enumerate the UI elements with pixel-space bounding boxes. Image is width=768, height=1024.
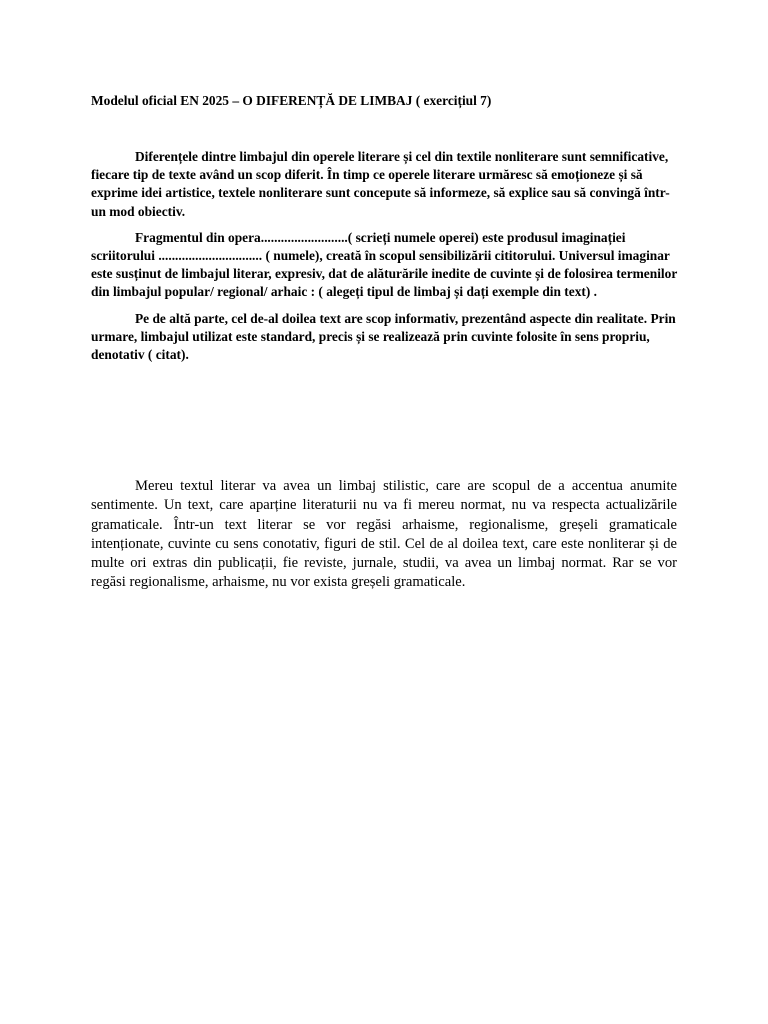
bold-paragraph-3: Pe de altă parte, cel de-al doilea text are scop informativ, prezentând aspecte din realitate. Prin urmare, limbajul utilizat este standard, precis și se realizează prin cuvinte folosite în sens propriu, denotativ ( citat). [91,310,676,363]
model-answer-block [91,148,681,372]
bold-paragraph-2: Fragmentul din opera..........................( scrieți numele operei) este produsul imaginației scriitorului ............................... ( numele), creată în scopul sensibilizării cititorului. Universul imaginar este susținut de limbajul literar, expresiv, dat de alăturările inedite de cuvinte și de folosirea termenilor din limbajul popular/ regional/ arhaic : ( alegeți tipul de limbaj și dați exemple din text) . [91,229,678,300]
normal-paragraph: Mereu textul literar va avea un limbaj stilistic, care are scopul de a accentua anumite sentimente. Un text, care aparține literaturii nu va fi mereu normat, nu va respecta actualizările gramaticale. Într-un text literar se vor regăsi arhaisme, regionalisme, greșeli gramaticale intenționate, cuvinte cu sens conotativ, figuri de stil. Cel de al doilea text, care este nonliterar și de multe ori extras din publicații, fie reviste, jurnale, studii, va avea un limbaj normat. Rar se vor regăsi regionalisme, arhaisme, nu vor exista greșeli gramaticale. [91,478,677,591]
bold-paragraph-1: Diferențele dintre limbajul din operele literare și cel din textile nonliterare sunt semnificative, fiecare tip de texte având un scop diferit. În timp ce operele literare urmăresc să emoționeze și să exprime idei artistice, textele nonliterare sunt concepute să informeze, să explice sau să convingă într-un mod obiectiv. [91,149,670,219]
document-title: Modelul oficial EN 2025 – O DIFERENȚĂ DE LIMBAJ ( exercițiul 7) [91,93,492,108]
student-answer-block [91,477,677,593]
